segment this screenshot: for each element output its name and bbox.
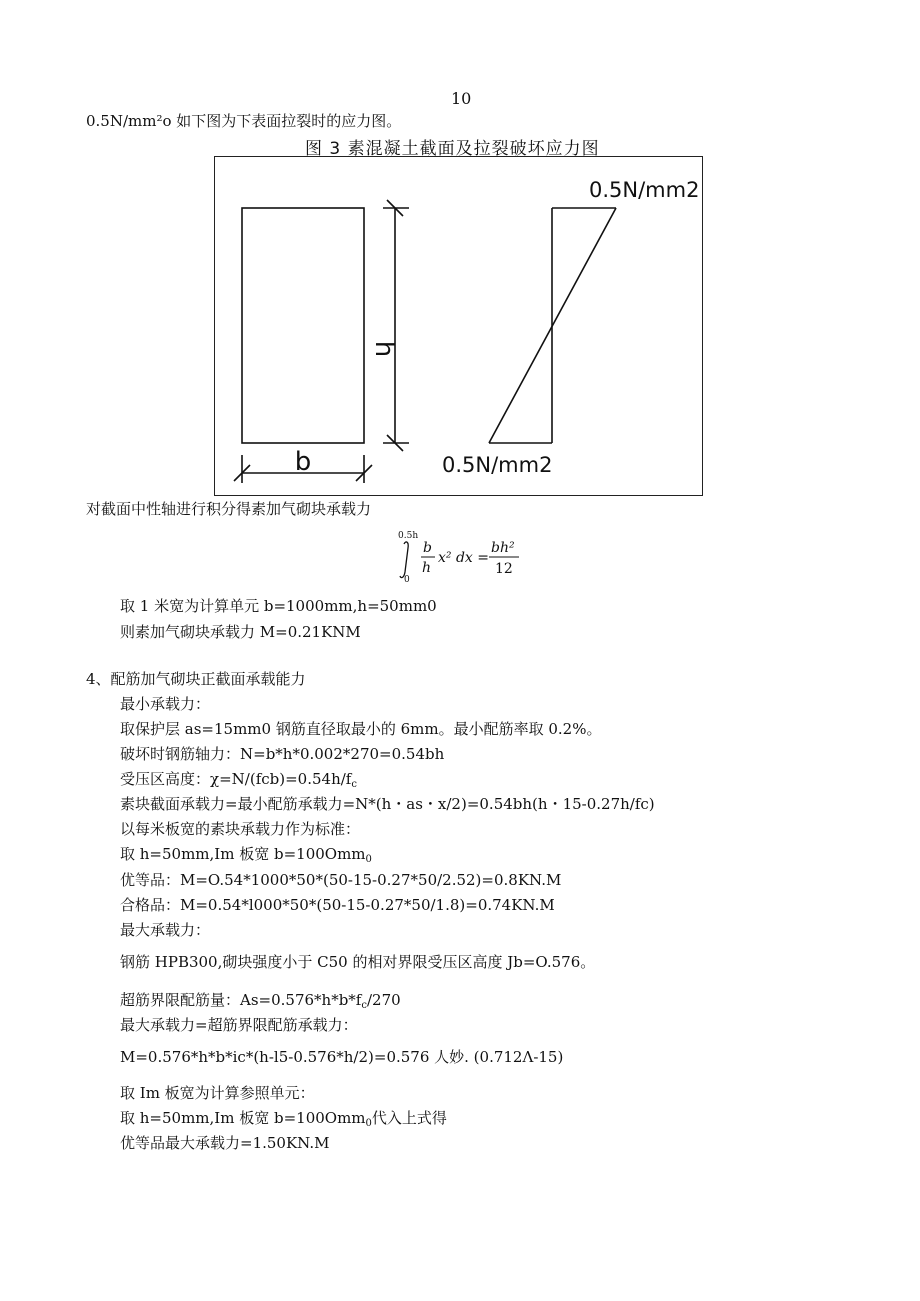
label-b: b xyxy=(294,447,312,477)
formula-rhs-numer: bh² xyxy=(491,540,515,556)
stress-diagram xyxy=(215,157,704,497)
text-line-11: 合格品：M=0.54*l000*50*(50-15-0.27*50/1.8)=0.74KN.M xyxy=(120,896,555,914)
text-line-4: 取保护层 as=15mm0 钢筋直径取最小的 6mm。最小配筋率取 0.2%。 xyxy=(120,720,602,738)
integral-formula xyxy=(395,530,530,585)
intro-line: 0.5N∕mm²o 如下图为下表面拉裂时的应力图。 xyxy=(86,112,402,130)
label-h: h xyxy=(369,340,399,358)
stress-figure xyxy=(214,156,703,496)
text-line-2: 则素加气砌块承载力 M=0.21KNM xyxy=(120,623,361,641)
text-line-7: 素块截面承载力=最小配筋承载力=N*(h・as・x/2)=0.54bh(h・15-0.27h/fc) xyxy=(120,795,655,813)
text-line-19: 优等品最大承载力=1.50KN.M xyxy=(120,1134,330,1152)
stress-bottom-label: 0.5N/mm2 xyxy=(442,453,553,477)
text-line-13: 钢筋 HPB300,砌块强度小于 C50 的相对界限受压区高度 Jb=O.576。 xyxy=(120,953,596,971)
integral-intro: 对截面中性轴进行积分得素加气砌块承载力 xyxy=(86,500,372,518)
text-line-18: 取 h=50mm,Im 板宽 b=100Omm$_0$代入上式得 xyxy=(120,1109,447,1129)
formula-body: x² dx = xyxy=(438,550,489,566)
formula-upper-limit: 0.5h xyxy=(398,531,419,541)
stress-top-label: 0.5N/mm2 xyxy=(589,178,700,202)
text-line-12: 最大承载力： xyxy=(120,921,211,939)
text-line-1: 取 1 米宽为计算单元 b=1000mm,h=50mm0 xyxy=(120,597,437,615)
formula-rhs-denom: 12 xyxy=(495,561,513,577)
text-line-17: 取 Im 板宽为计算参照单元： xyxy=(120,1084,315,1102)
text-line-8: 以每米板宽的素块承载力作为标准： xyxy=(120,820,361,838)
text-line-16: M=0.576*h*b*ic*(h-l5-0.576*h∕2)=0.576 人妙. (0.712Λ-15) xyxy=(120,1048,564,1066)
text-line-3: 最小承载力： xyxy=(120,695,211,713)
text-line-14: 超筋界限配筋量：$As=0.576*h*b*f_c∕270$ xyxy=(120,991,401,1011)
formula-numer: b xyxy=(423,540,432,556)
text-line-15: 最大承载力=超筋界限配筋承载力： xyxy=(120,1016,358,1034)
figure-title: 图 3 素混凝土截面及拉裂破坏应力图 xyxy=(305,139,600,159)
integral-sign xyxy=(400,542,408,578)
text-line-5: 破坏时钢筋轴力：N=b*h*0.002*270=0.54bh xyxy=(120,745,445,763)
page-number: 10 xyxy=(451,89,472,108)
text-line-6: 受压区高度：$\chi=N∕(fcb)=0.54h∕f_c$ xyxy=(120,770,357,790)
text-line-9: 取 h=50mm,Im 板宽 b=100Omm$_0$ xyxy=(120,845,372,865)
formula-denom: h xyxy=(422,560,432,576)
text-line-10: 优等品：M=O.54*1000*50*(50-15-0.27*50/2.52)=0.8KN.M xyxy=(120,871,562,889)
formula-lower-limit: 0 xyxy=(404,575,410,585)
section-4-heading: 4、配筋加气砌块正截面承载能力 xyxy=(86,670,306,688)
section-rectangle xyxy=(242,208,364,443)
